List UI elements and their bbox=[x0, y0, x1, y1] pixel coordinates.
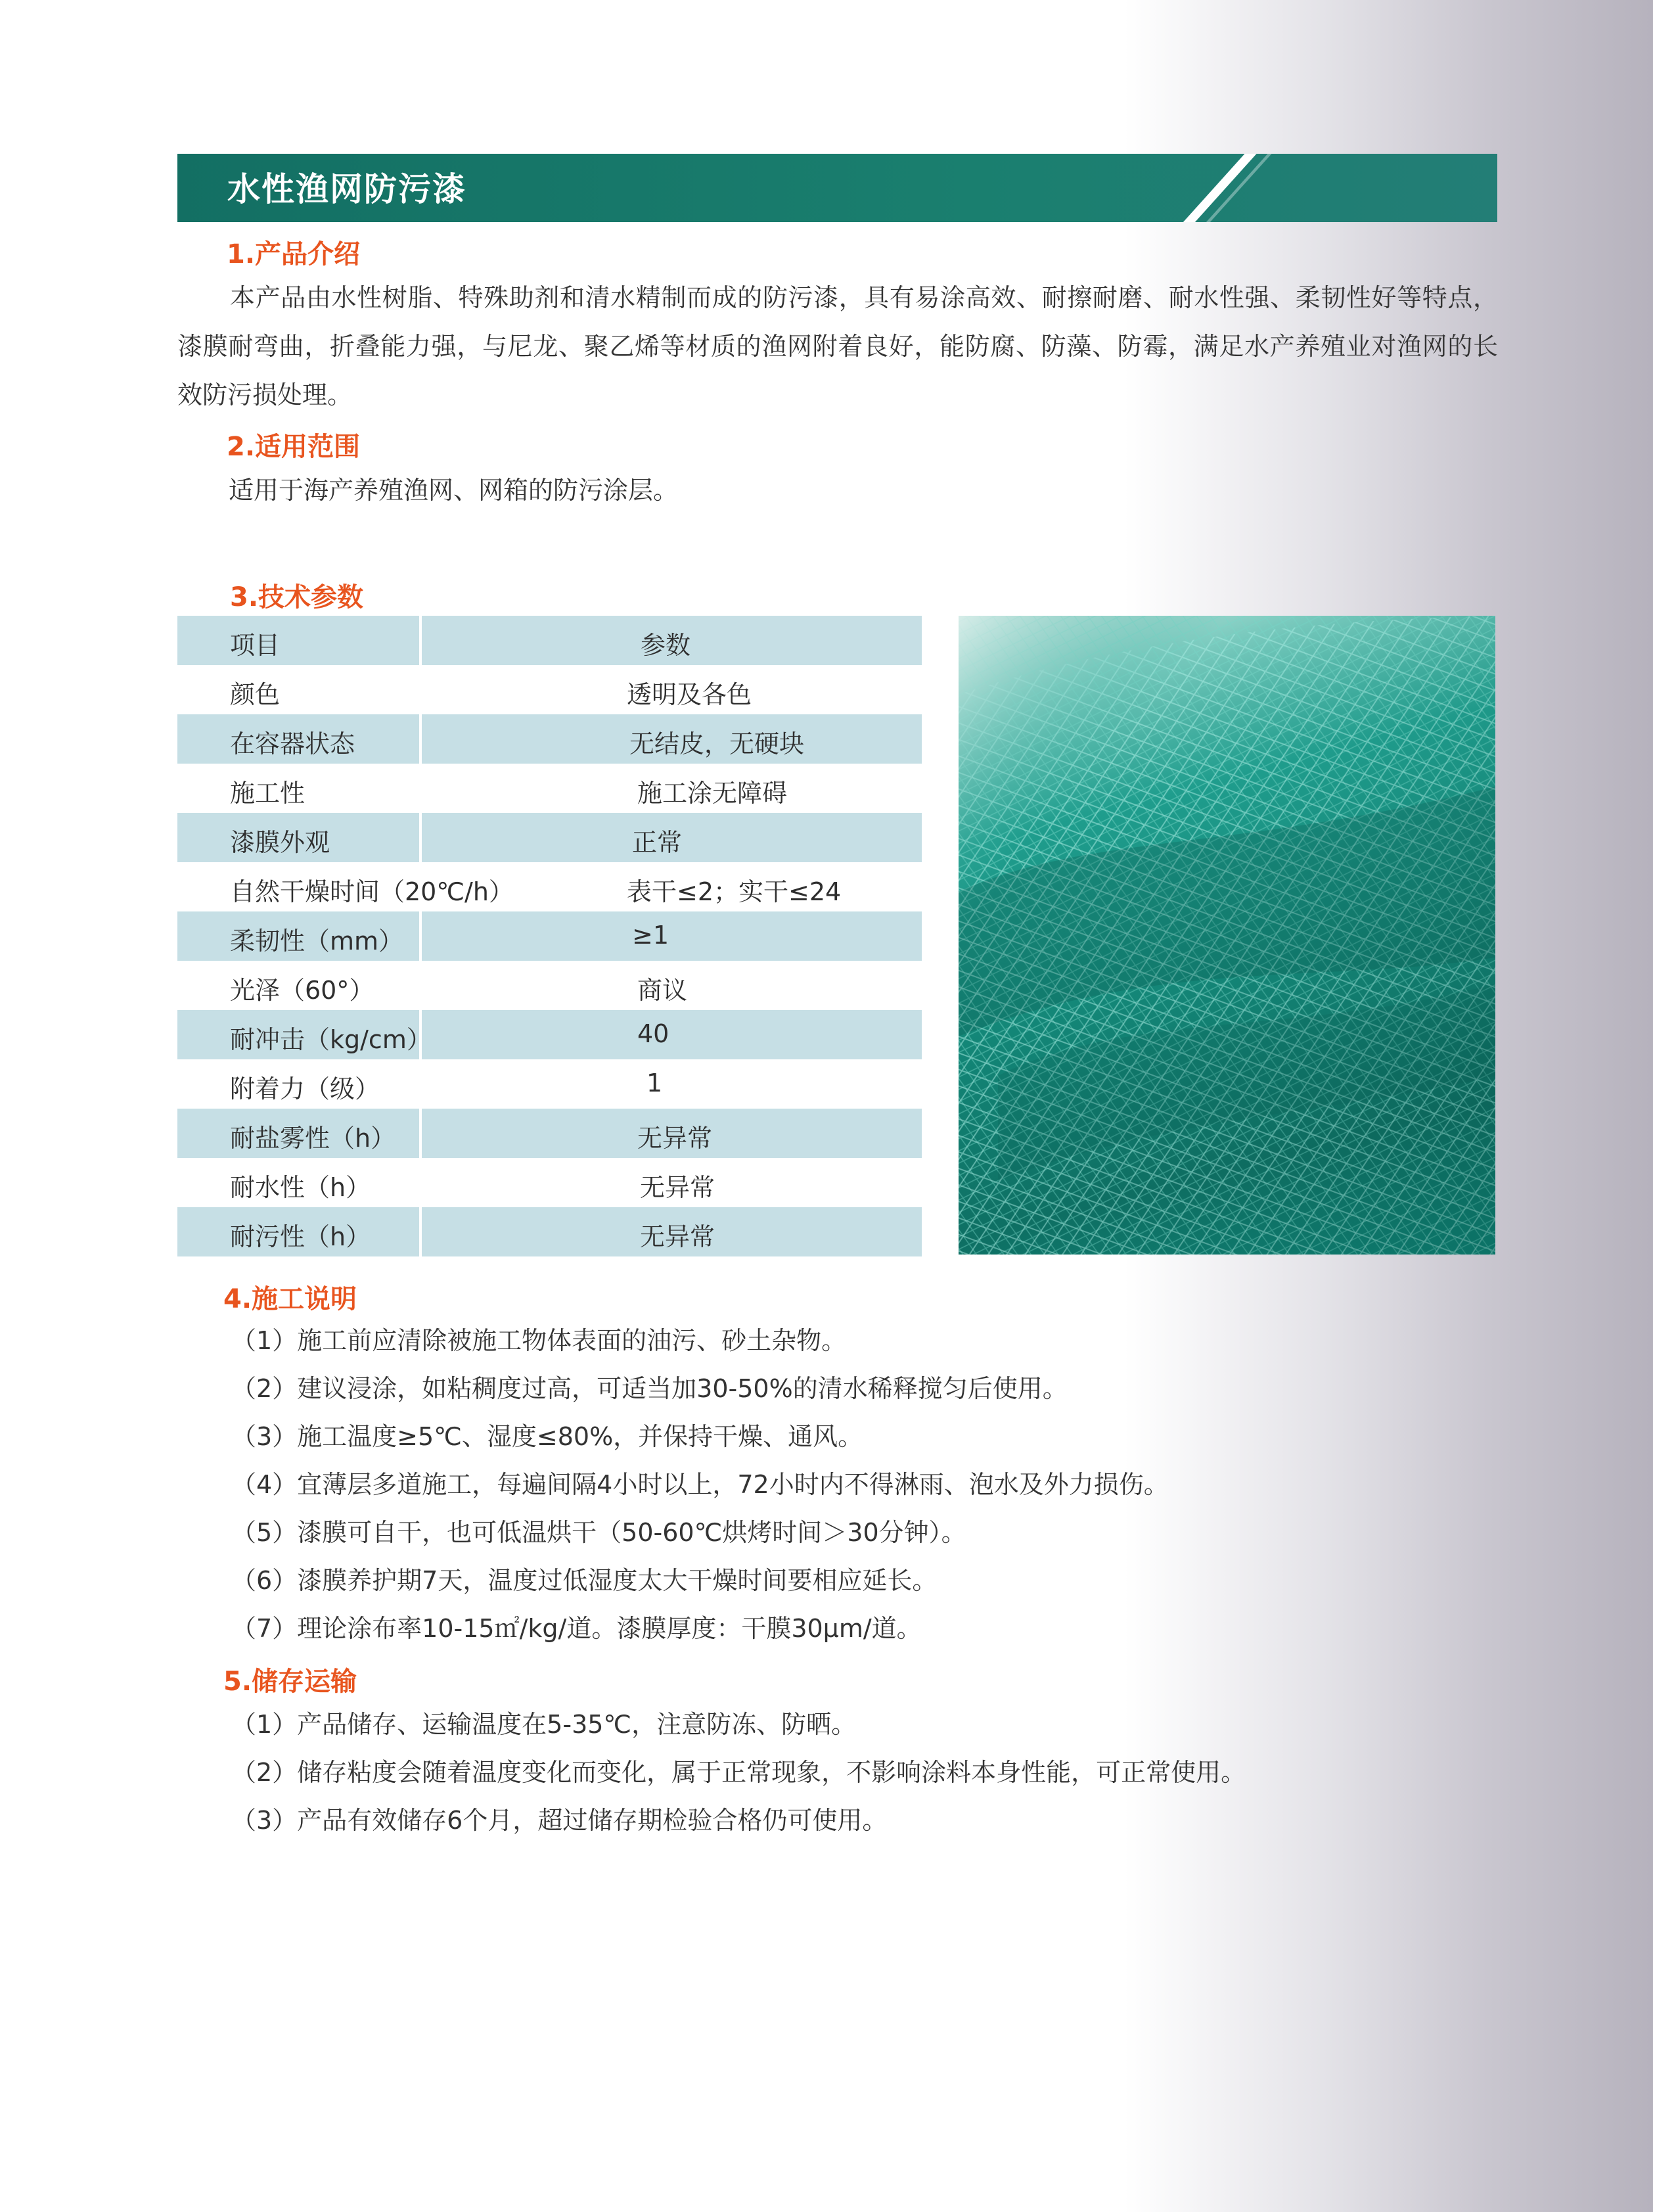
table-row bbox=[177, 1158, 922, 1207]
table-cell-value: ≥1 bbox=[632, 921, 669, 950]
table-row bbox=[177, 764, 922, 813]
green-fishing-net-photo bbox=[959, 616, 1495, 1255]
table-row bbox=[177, 1207, 922, 1256]
table-cell-item: 自然干燥时间（20℃/h） bbox=[230, 877, 514, 906]
table-cell-value: 表干≤2；实干≤24 bbox=[627, 877, 842, 906]
construction-item: （4）宜薄层多道施工，每遍间隔4小时以上，72小时内不得淋雨、泡水及外力损伤。 bbox=[231, 1470, 1169, 1499]
construction-item: （3）施工温度≥5℃、湿度≤80%，并保持干燥、通风。 bbox=[231, 1422, 863, 1451]
table-cell-item: 耐水性（h） bbox=[230, 1173, 371, 1202]
section-heading-intro: 1.产品介绍 bbox=[227, 239, 361, 269]
table-header-row bbox=[177, 616, 922, 665]
storage-item: （2）储存粘度会随着温度变化而变化，属于正常现象，不影响涂料本身性能，可正常使用。 bbox=[231, 1758, 1246, 1787]
construction-item: （7）理论涂布率10-15㎡/kg/道。漆膜厚度：干膜30μm/道。 bbox=[231, 1614, 922, 1643]
table-row bbox=[177, 862, 922, 911]
table-cell-value: 商议 bbox=[637, 976, 688, 1005]
table-cell-item: 耐污性（h） bbox=[230, 1222, 371, 1251]
section-heading-storage: 5.储存运输 bbox=[223, 1667, 357, 1697]
table-cell-value: 无结皮，无硬块 bbox=[629, 729, 805, 758]
table-cell-item: 光泽（60°） bbox=[230, 976, 374, 1005]
table-cell-value: 1 bbox=[646, 1069, 663, 1097]
section-heading-tech: 3.技术参数 bbox=[230, 582, 364, 612]
table-cell-item: 在容器状态 bbox=[230, 729, 355, 758]
table-row bbox=[177, 961, 922, 1010]
section-heading-construction: 4.施工说明 bbox=[223, 1284, 357, 1314]
table-cell-item: 颜色 bbox=[230, 680, 281, 709]
table-cell-item: 柔韧性（mm） bbox=[230, 927, 404, 956]
page-title: 水性渔网防污漆 bbox=[227, 170, 466, 208]
construction-item: （2）建议浸涂，如粘稠度过高，可适当加30-50%的清水稀释搅匀后使用。 bbox=[231, 1374, 1068, 1403]
table-header-item: 项目 bbox=[230, 631, 281, 660]
table-cell-value: 无异常 bbox=[637, 1124, 713, 1153]
table-row bbox=[177, 714, 922, 764]
table-cell-item: 施工性 bbox=[230, 779, 306, 808]
table-row bbox=[177, 1010, 922, 1059]
table-cell-value: 无异常 bbox=[640, 1173, 715, 1202]
section-heading-scope: 2.适用范围 bbox=[227, 432, 361, 462]
scope-paragraph: 适用于海产养殖渔网、网箱的防污涂层。 bbox=[229, 476, 679, 505]
table-cell-value: 无异常 bbox=[640, 1222, 715, 1251]
table-cell-value: 正常 bbox=[632, 828, 683, 857]
title-banner bbox=[177, 154, 1497, 222]
table-cell-value: 施工涂无障碍 bbox=[637, 779, 788, 808]
tech-spec-table bbox=[177, 616, 922, 1256]
storage-item: （3）产品有效储存6个月，超过储存期检验合格仍可使用。 bbox=[231, 1806, 888, 1835]
table-cell-item: 耐冲击（kg/cm） bbox=[230, 1025, 432, 1054]
table-header-param: 参数 bbox=[641, 631, 691, 660]
construction-item: （1）施工前应清除被施工物体表面的油污、砂土杂物。 bbox=[231, 1326, 847, 1355]
table-cell-item: 附着力（级） bbox=[230, 1074, 380, 1103]
table-row bbox=[177, 911, 922, 961]
table-row bbox=[177, 1059, 922, 1109]
table-row bbox=[177, 1109, 922, 1158]
construction-item: （6）漆膜养护期7天，温度过低湿度太大干燥时间要相应延长。 bbox=[231, 1566, 938, 1595]
table-cell-value: 透明及各色 bbox=[627, 680, 752, 709]
table-row bbox=[177, 813, 922, 862]
table-cell-item: 耐盐雾性（h） bbox=[230, 1124, 396, 1153]
storage-item: （1）产品储存、运输温度在5-35℃，注意防冻、防晒。 bbox=[231, 1710, 857, 1739]
intro-paragraph: 本产品由水性树脂、特殊助剂和清水精制而成的防污漆，具有易涂高效、耐擦耐磨、耐水性强、柔韧性好等特点，漆膜耐弯曲，折叠能力强，与尼龙、聚乙烯等材质的渔网附着良好，能防腐、防藻、防霉，满足水产养殖业对渔网的长效防污损处理。 bbox=[177, 283, 1498, 409]
table-row bbox=[177, 665, 922, 714]
construction-item: （5）漆膜可自干，也可低温烘干（50-60℃烘烤时间＞30分钟）。 bbox=[231, 1518, 966, 1547]
net-mesh-pattern bbox=[959, 616, 1495, 1255]
table-cell-value: 40 bbox=[637, 1019, 669, 1048]
table-cell-item: 漆膜外观 bbox=[230, 828, 330, 857]
